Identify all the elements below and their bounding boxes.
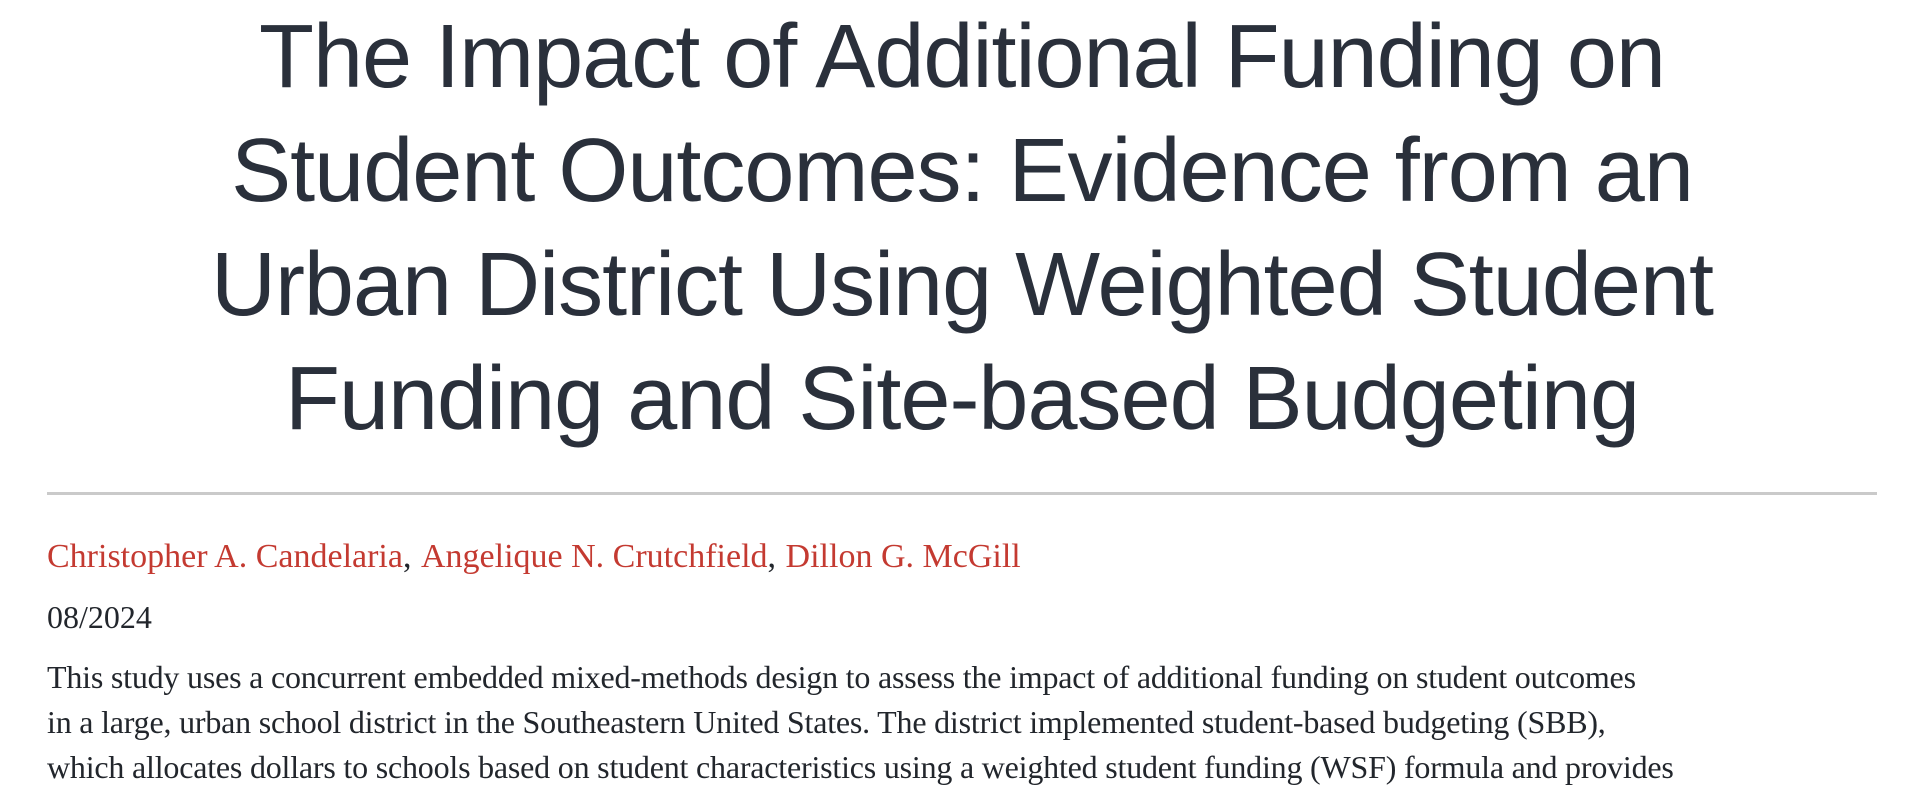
- paper-title: [47, 0, 1877, 456]
- title-line-4: Funding and Site-based Budgeting: [284, 349, 1640, 449]
- title-line-3: Urban District Using Weighted Student: [210, 235, 1714, 335]
- title-line-2: Student Outcomes: Evidence from an: [231, 121, 1693, 221]
- divider: [47, 492, 1877, 495]
- abstract-text: [47, 655, 1877, 790]
- author-link-candelaria[interactable]: Christopher A. Candelaria: [47, 538, 403, 575]
- author-link-crutchfield[interactable]: Angelique N. Crutchfield: [421, 538, 768, 575]
- abstract-line-3: which allocates dollars to schools based on student characteristics using a weighted student funding (WSF) formula and provides: [47, 749, 1674, 786]
- author-separator: ,: [402, 538, 412, 575]
- title-line-1: The Impact of Additional Funding on: [259, 7, 1665, 107]
- abstract-line-2: in a large, urban school district in the Southeastern United States. The district implemented student-based budgeting (SBB),: [47, 704, 1606, 741]
- author-separator: ,: [767, 538, 777, 575]
- publication-date: 08/2024: [47, 598, 152, 635]
- authors-line: [47, 537, 1877, 578]
- author-link-mcgill[interactable]: Dillon G. McGill: [785, 538, 1021, 575]
- abstract-line-1: This study uses a concurrent embedded mixed-methods design to assess the impact of additional funding on student outcomes: [47, 659, 1636, 696]
